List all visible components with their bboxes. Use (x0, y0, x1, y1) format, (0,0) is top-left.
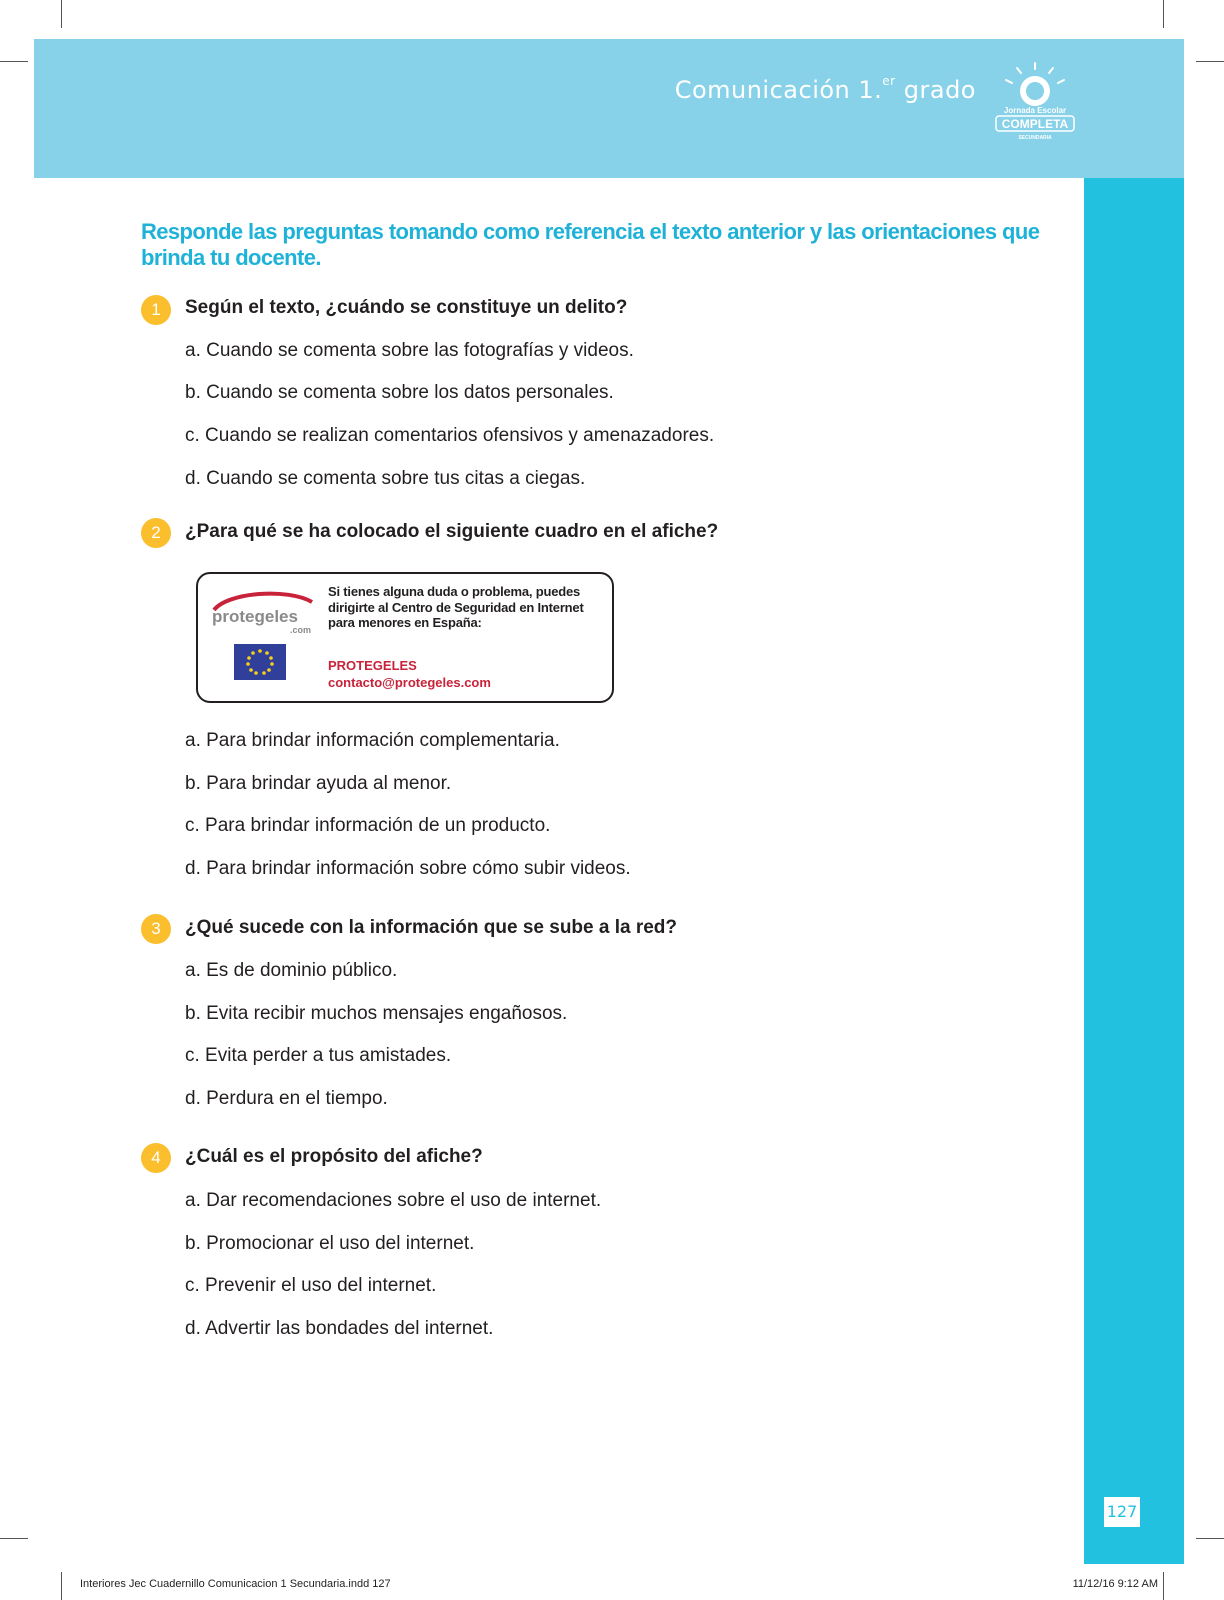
question-number-badge: 4 (141, 1143, 171, 1173)
crop-mark (1196, 61, 1224, 62)
crop-mark (1196, 1538, 1224, 1539)
question-text: Según el texto, ¿cuándo se constituye un delito? (185, 297, 628, 318)
footer-timestamp: 11/12/16 9:12 AM (1072, 1578, 1158, 1590)
info-box (196, 572, 614, 703)
logo-line3: SECUNDARIA (1018, 135, 1052, 141)
option-item: c. Prevenir el uso del internet. (185, 1275, 437, 1296)
jornada-escolar-logo (993, 61, 1077, 157)
crop-mark (61, 0, 62, 28)
option-item: a. Cuando se comenta sobre las fotografías y videos. (185, 340, 634, 361)
instruction-heading: Responde las preguntas tomando como referencia el texto anterior y las orientaciones que brinda tu docente. (141, 219, 1040, 270)
subject-label: Comunicación 1. (674, 76, 883, 104)
option-item: a. Para brindar información complementaria. (185, 730, 560, 751)
option-item: b. Promocionar el uso del internet. (185, 1233, 475, 1254)
grade-superscript: er (882, 74, 896, 88)
option-item: a. Dar recomendaciones sobre el uso de internet. (185, 1190, 602, 1211)
question-text: ¿Qué sucede con la información que se sube a la red? (185, 917, 678, 938)
page-title (675, 76, 976, 104)
question-number-badge: 2 (141, 518, 171, 548)
crop-mark (0, 61, 28, 62)
crop-mark (61, 1572, 62, 1600)
option-item: b. Cuando se comenta sobre los datos personales. (185, 382, 614, 403)
protegeles-logo (208, 588, 316, 634)
option-item: d. Perdura en el tiempo. (185, 1088, 388, 1109)
question-number-badge: 1 (141, 295, 171, 325)
protegeles-logo-suffix: .com (290, 625, 312, 634)
option-item: d. Advertir las bondades del internet. (185, 1318, 494, 1339)
option-item: a. Es de dominio público. (185, 960, 398, 981)
sidebar-band (1084, 178, 1184, 1564)
option-item: c. Cuando se realizan comentarios ofensivos y amenazadores. (185, 425, 715, 446)
protegeles-logo-text: protegeles (212, 607, 298, 626)
crop-mark (1163, 1572, 1164, 1600)
info-message: Si tienes alguna duda o problema, puedes dirigirte al Centro de Seguridad en Internet para menores en España: (328, 584, 584, 630)
crop-mark (1163, 0, 1164, 28)
option-item: b. Para brindar ayuda al menor. (185, 773, 452, 794)
option-item: b. Evita recibir muchos mensajes engañosos. (185, 1003, 568, 1024)
option-item: d. Cuando se comenta sobre tus citas a ciegas. (185, 468, 586, 489)
option-item: c. Evita perder a tus amistades. (185, 1045, 452, 1066)
footer-filename: Interiores Jec Cuadernillo Comunicacion 1 Secundaria.indd 127 (80, 1578, 391, 1590)
grade-label: grado (903, 76, 976, 104)
info-email: contacto@protegeles.com (328, 675, 491, 690)
question-number-badge: 3 (141, 914, 171, 944)
question-text: ¿Para qué se ha colocado el siguiente cuadro en el afiche? (185, 521, 719, 542)
info-org-name: PROTEGELES (328, 658, 417, 673)
crop-mark (0, 1538, 28, 1539)
option-item: c. Para brindar información de un producto. (185, 815, 551, 836)
eu-flag-icon (234, 644, 286, 680)
logo-line2: COMPLETA (1001, 117, 1069, 131)
option-item: d. Para brindar información sobre cómo subir videos. (185, 858, 631, 879)
page-number: 127 (1104, 1497, 1140, 1527)
logo-line1: Jornada Escolar (1003, 106, 1067, 115)
question-text: ¿Cuál es el propósito del afiche? (185, 1146, 483, 1167)
